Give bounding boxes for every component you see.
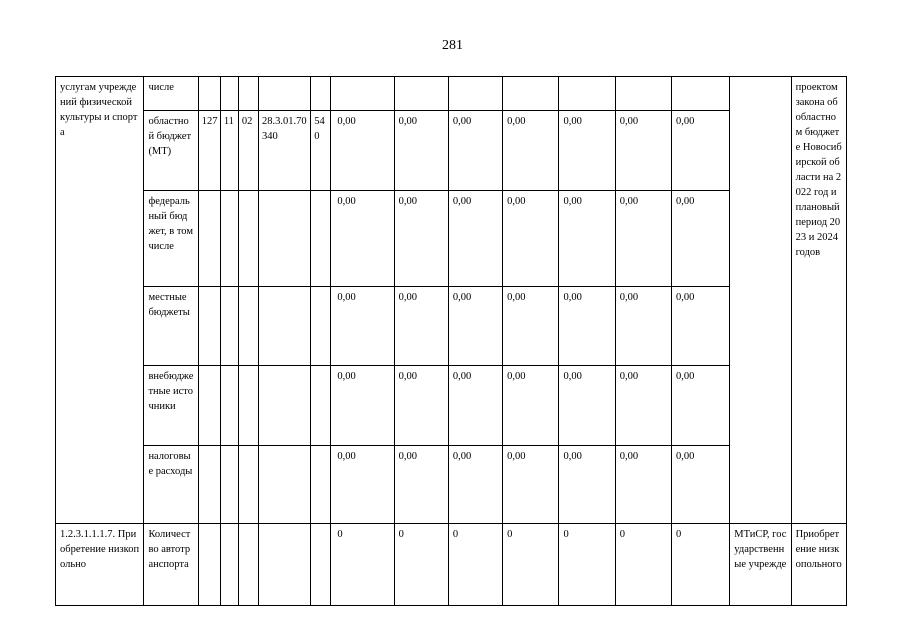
table-row [56,287,847,366]
code-cell [311,524,331,606]
code-cell [198,287,220,366]
value-cell: 0,00 [331,446,394,524]
value-cell: 0,00 [672,191,730,287]
code-cell [220,191,238,287]
code-cell [238,366,258,446]
value-cell: 0 [448,524,502,606]
code-cell [220,77,238,111]
value-cell: 0 [503,524,559,606]
code-cell [311,77,331,111]
code-cell [238,77,258,111]
value-cell: 0,00 [672,446,730,524]
value-cell: 0,00 [394,446,448,524]
measure-name-cell: услугам учреждений физической культуры и спорта [56,77,144,524]
code-cell: 11 [220,111,238,191]
funding-source-cell: местные бюджеты [144,287,198,366]
code-cell [238,524,258,606]
code-cell [311,366,331,446]
funding-source-cell: числе [144,77,198,111]
code-cell: 127 [198,111,220,191]
value-cell [331,77,394,111]
value-cell: 0,00 [559,111,615,191]
code-cell [198,366,220,446]
table-row [56,111,847,191]
value-cell: 0,00 [503,287,559,366]
value-cell: 0,00 [394,287,448,366]
value-cell: 0,00 [331,191,394,287]
indicator-cell: Количество автотранспорта [144,524,198,606]
code-cell [258,366,310,446]
code-cell [258,191,310,287]
value-cell: 0,00 [559,287,615,366]
value-cell [448,77,502,111]
table-row [56,366,847,446]
table-row [56,77,847,111]
value-cell: 0,00 [559,446,615,524]
executor-cell [730,77,791,524]
funding-source-cell: областной бюджет (МТ) [144,111,198,191]
code-cell [258,446,310,524]
value-cell: 0,00 [331,287,394,366]
value-cell: 0,00 [503,366,559,446]
value-cell: 0,00 [448,287,502,366]
executor-cell: МТиСР, государственные учрежде [730,524,791,606]
funding-source-cell: федеральный бюджет, в том числе [144,191,198,287]
program-table [55,76,847,606]
code-cell [220,287,238,366]
code-cell [238,287,258,366]
value-cell: 0,00 [394,366,448,446]
value-cell: 0,00 [448,446,502,524]
code-cell [198,191,220,287]
value-cell: 0 [331,524,394,606]
table-row [56,524,847,606]
value-cell: 0,00 [559,191,615,287]
code-cell [258,77,310,111]
funding-source-cell: внебюджетные источники [144,366,198,446]
code-cell: 02 [238,111,258,191]
code-cell [311,287,331,366]
value-cell: 0,00 [615,446,671,524]
value-cell: 0,00 [615,191,671,287]
value-cell: 0,00 [672,111,730,191]
measure-name-cell: 1.2.3.1.1.1.7. Приобретение низкопольно [56,524,144,606]
value-cell: 0,00 [503,191,559,287]
code-cell [220,524,238,606]
code-cell [198,77,220,111]
value-cell: 0 [394,524,448,606]
value-cell: 0,00 [331,111,394,191]
value-cell [559,77,615,111]
value-cell: 0,00 [615,111,671,191]
code-cell [238,191,258,287]
value-cell: 0,00 [394,111,448,191]
code-cell [198,446,220,524]
value-cell: 0 [672,524,730,606]
value-cell: 0,00 [448,111,502,191]
value-cell: 0,00 [331,366,394,446]
value-cell: 0,00 [615,287,671,366]
value-cell [672,77,730,111]
value-cell: 0,00 [448,366,502,446]
value-cell: 0 [615,524,671,606]
code-cell [220,366,238,446]
value-cell: 0,00 [503,446,559,524]
value-cell: 0,00 [672,287,730,366]
code-cell [311,446,331,524]
funding-source-cell: налоговые расходы [144,446,198,524]
note-cell: проектом закона об областном бюджете Новосибирской области на 2022 год и плановый период 2023 и 2024 годов [791,77,846,524]
page-number: 281 [442,38,463,53]
code-cell [220,446,238,524]
value-cell: 0,00 [672,366,730,446]
code-cell [258,524,310,606]
code-cell [258,287,310,366]
code-cell [198,524,220,606]
value-cell: 0,00 [503,111,559,191]
value-cell [394,77,448,111]
value-cell [615,77,671,111]
value-cell: 0,00 [394,191,448,287]
value-cell [503,77,559,111]
code-cell: 28.3.01.70340 [258,111,310,191]
code-cell [311,191,331,287]
code-cell: 540 [311,111,331,191]
value-cell: 0,00 [615,366,671,446]
value-cell: 0,00 [448,191,502,287]
table-row [56,191,847,287]
table-row [56,446,847,524]
value-cell: 0 [559,524,615,606]
note-cell: Приобретение низкопольного [791,524,846,606]
code-cell [238,446,258,524]
value-cell: 0,00 [559,366,615,446]
